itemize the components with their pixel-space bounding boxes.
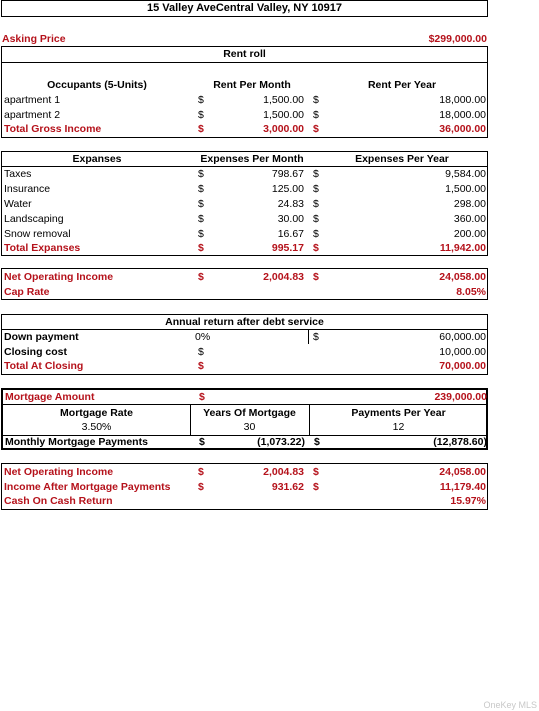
mortgage-terms-values xyxy=(3,420,486,434)
mortgage-terms-header xyxy=(3,406,486,420)
payments-per-year-header: Payments Per Year xyxy=(351,407,446,419)
total-at-closing-row: Total At Closing $ 70,000.00 xyxy=(4,360,486,372)
expenses-section xyxy=(1,151,488,256)
annual-return-section xyxy=(1,314,488,375)
rent-roll-title: Rent roll xyxy=(223,48,266,60)
mortgage-rate-header: Mortgage Rate xyxy=(60,407,133,419)
table-row: apartment 2 $ 1,500.00 $ 18,000.00 xyxy=(4,109,486,121)
property-title-box xyxy=(1,0,488,17)
income-after-mortgage-row: Income After Mortgage Payments $ 931.62 $ 11,179.40 xyxy=(4,481,486,493)
mortgage-section xyxy=(1,388,488,450)
years-of-mortgage-header: Years Of Mortgage xyxy=(203,407,296,419)
noi-section xyxy=(1,268,488,300)
cash-on-cash-row: Cash On Cash Return 15.97% xyxy=(4,495,486,507)
years-of-mortgage-value: 30 xyxy=(243,421,256,433)
monthly-mortgage-payments-row: Monthly Mortgage Payments $ (1,073.22) $ (12,878.60) xyxy=(5,436,487,448)
net-operating-income-row: Net Operating Income $ 2,004.83 $ 24,058.00 xyxy=(4,271,486,283)
table-row: Snow removal $ 16.67 $ 200.00 xyxy=(4,228,486,240)
down-payment-percent: 0% xyxy=(195,331,211,343)
expenses-year-header: Expenses Per Year xyxy=(355,153,449,165)
occupants-header: Occupants (5-Units) xyxy=(47,79,147,91)
mortgage-amount-row: Mortgage Amount $ 239,000.00 xyxy=(5,391,487,403)
closing-cost-row: Closing cost $ 10,000.00 xyxy=(4,346,486,358)
expanses-header: Expanses xyxy=(72,153,122,165)
down-payment-row: Down payment 0% $ 60,000.00 xyxy=(4,331,486,343)
total-gross-income-row: Total Gross Income $ 3,000.00 $ 36,000.00 xyxy=(4,123,486,135)
asking-price-label: Asking Price xyxy=(2,33,66,45)
expenses-header xyxy=(2,152,487,166)
asking-price-value: $299,000.00 xyxy=(428,33,487,45)
payments-per-year-value: 12 xyxy=(392,421,405,433)
annual-return-title: Annual return after debt service xyxy=(165,316,324,328)
mortgage-rate-value: 3.50% xyxy=(81,421,112,433)
rent-year-header: Rent Per Year xyxy=(367,79,437,91)
property-title: 15 Valley AveCentral Valley, NY 10917 xyxy=(146,2,343,14)
rent-month-header: Rent Per Month xyxy=(213,79,291,91)
table-row: Landscaping $ 30.00 $ 360.00 xyxy=(4,213,486,225)
asking-price-row xyxy=(2,32,487,46)
cap-rate-row: Cap Rate 8.05% xyxy=(4,286,486,298)
summary-section xyxy=(1,463,488,510)
summary-noi-row: Net Operating Income $ 2,004.83 $ 24,058.00 xyxy=(4,466,486,478)
table-row: Taxes $ 798.67 $ 9,584.00 xyxy=(4,168,486,180)
rent-roll-header xyxy=(2,78,487,92)
total-expanses-row: Total Expanses $ 995.17 $ 11,942.00 xyxy=(4,242,486,254)
table-row: Water $ 24.83 $ 298.00 xyxy=(4,198,486,210)
table-row: Insurance $ 125.00 $ 1,500.00 xyxy=(4,183,486,195)
watermark: OneKey MLS xyxy=(483,700,537,710)
rent-roll-section xyxy=(1,46,488,138)
expenses-month-header: Expenses Per Month xyxy=(200,153,304,165)
table-row: apartment 1 $ 1,500.00 $ 18,000.00 xyxy=(4,94,486,106)
